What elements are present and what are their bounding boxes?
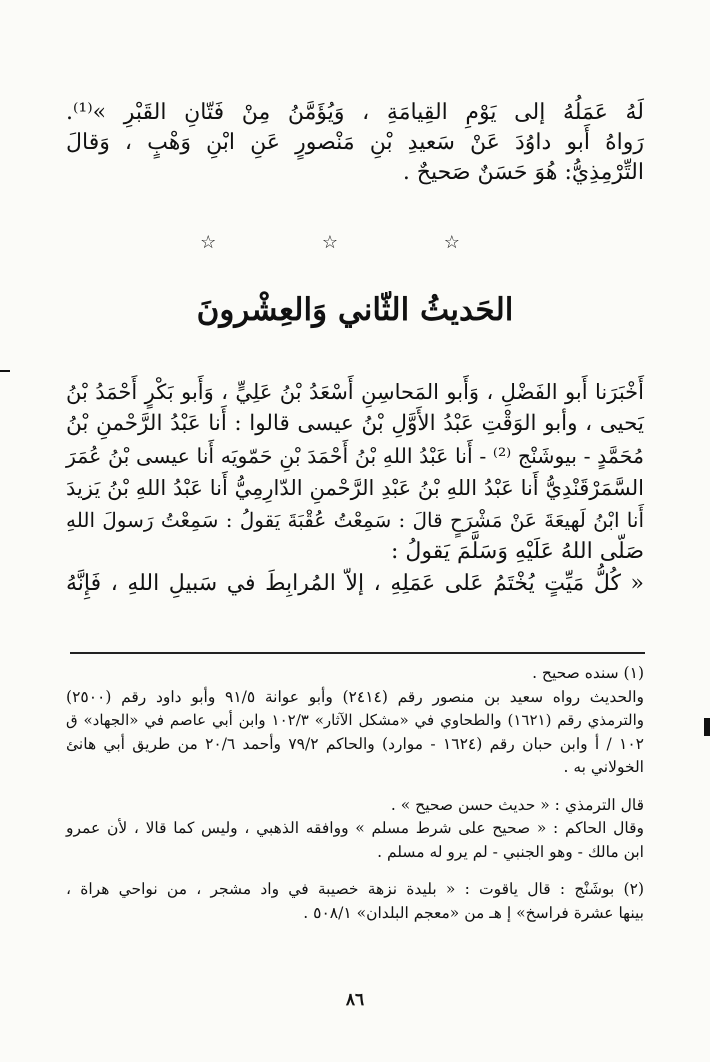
scan-edge-mark [704,718,710,736]
hadith-line: أَنا ابْنُ لَهيعَةَ عَنْ مَشْرَحٍ قالَ : سَمِعْتُ عُقْبَةَ يَقولُ : سَمِعْتُ رَسولَ اللهِ [66,508,644,532]
footnote-1 [66,662,644,780]
star-separator: ☆ ☆ ☆ [200,232,510,253]
footnote-line: قال الترمذي : « حديث حسن صحيح » . [390,795,644,814]
footnote-line: (٢) بوشَنْج : قال ياقوت : « بليدة نزهة خصيبة في واد مشجر ، من نواحي هراة ، [66,880,644,898]
hadith-text [66,376,644,600]
footnote-line: ابن مالك - وهو الجنبي - لم يرو له مسلم . [377,842,644,861]
hadith-line: « كُلُّ مَيِّتٍ يُخْتَمُ عَلى عَمَلِهِ ، إلاّ المُرابِطَ في سَبيلِ اللهِ ، فَإِنَّهُ [66,571,644,596]
footnote-line: ١٠٢ / أ وابن حبان رقم (١٦٢٤ - موارد) والحاكم ٧٩/٢ وأحمد ٢٠/٦ من طريق أبي هانئ [66,734,645,753]
footnote-1-comments [66,794,644,865]
scan-edge-mark [0,370,10,372]
footnote-line: (١) سنده صحيح . [532,664,644,682]
footnote-line: بينها عشرة فراسخ» إ هـ من «معجم البلدان» ٥٠٨/١ . [303,903,644,922]
footnotes [66,662,644,925]
hadith-heading: الحَديثُ الثّاني وَالعِشْرونَ [196,292,514,328]
text-line: لَهُ عَمَلُهُ إلى يَوْمِ القِيامَةِ ، وَيُؤَمَّنُ مِنْ فَتّانِ القَبْرِ »⁽¹⁾. [66,100,644,125]
text-line: التِّرْمِذِيُّ: هُوَ حَسَنٌ صَحيحٌ . [402,160,644,185]
hadith-line: السَّمَرْقَنْدِيُّ أَنا عَبْدُ اللهِ بْنُ عَبْدِ الرَّحْمنِ الدّارِمِيُّ أَنا عَبْدُ اللهِ بْنُ يَزيدَ [66,476,644,500]
footnote-line: والحديث رواه سعيد بن منصور رقم (٢٤١٤) وأبو عوانة ٩١/٥ وأبو داود رقم (٢٥٠٠) [66,687,644,706]
footnote-line: الخولاني به . [563,758,644,776]
text-line: رَواهُ أَبو داوُدَ عَنْ سَعيدِ بْنِ مَنْصورٍ عَنِ ابْنِ وَهْبٍ ، وَقالَ [66,130,644,155]
continued-text [66,98,644,188]
footnote-2 [66,878,644,925]
hadith-line: صَلّى اللهُ عَلَيْهِ وَسَلَّمَ يَقولُ : [391,539,644,564]
footnote-divider [70,652,645,654]
hadith-line: مُحَمَّدٍ - بيوشَنْج ⁽²⁾ - أَنا عَبْدُ اللهِ بْنُ أَحْمَدَ بْنِ حَمّويَه أَنا عيسى بْنُ عُمَرَ [66,444,644,468]
footnote-line: وقال الحاكم : « صحيح على شرط مسلم » ووافقه الذهبي ، وليس كما قالا ، لأن عمرو [66,819,644,837]
hadith-line: يَحيى ، وأبو الوَقْتِ عَبْدُ الأَوَّلِ بْنُ عيسى قالوا : أَنا عَبْدُ الرَّحْمنِ بْنُ [66,411,644,436]
footnote-line: والترمذي رقم (١٦٢١) والطحاوي في «مشكل الآثار» ١٠٢/٣ وابن أبي عاصم في «الجهاد» ق [66,711,644,729]
hadith-line: أَخْبَرَنا أَبو الفَضْلِ ، وَأَبو المَحاسِنِ أَسْعَدُ بْنُ عَلِيٍّ ، وَأَبو بَكْرٍ أَحْمَدُ بْنُ [66,380,644,404]
page-number: ٨٦ [345,990,365,1010]
